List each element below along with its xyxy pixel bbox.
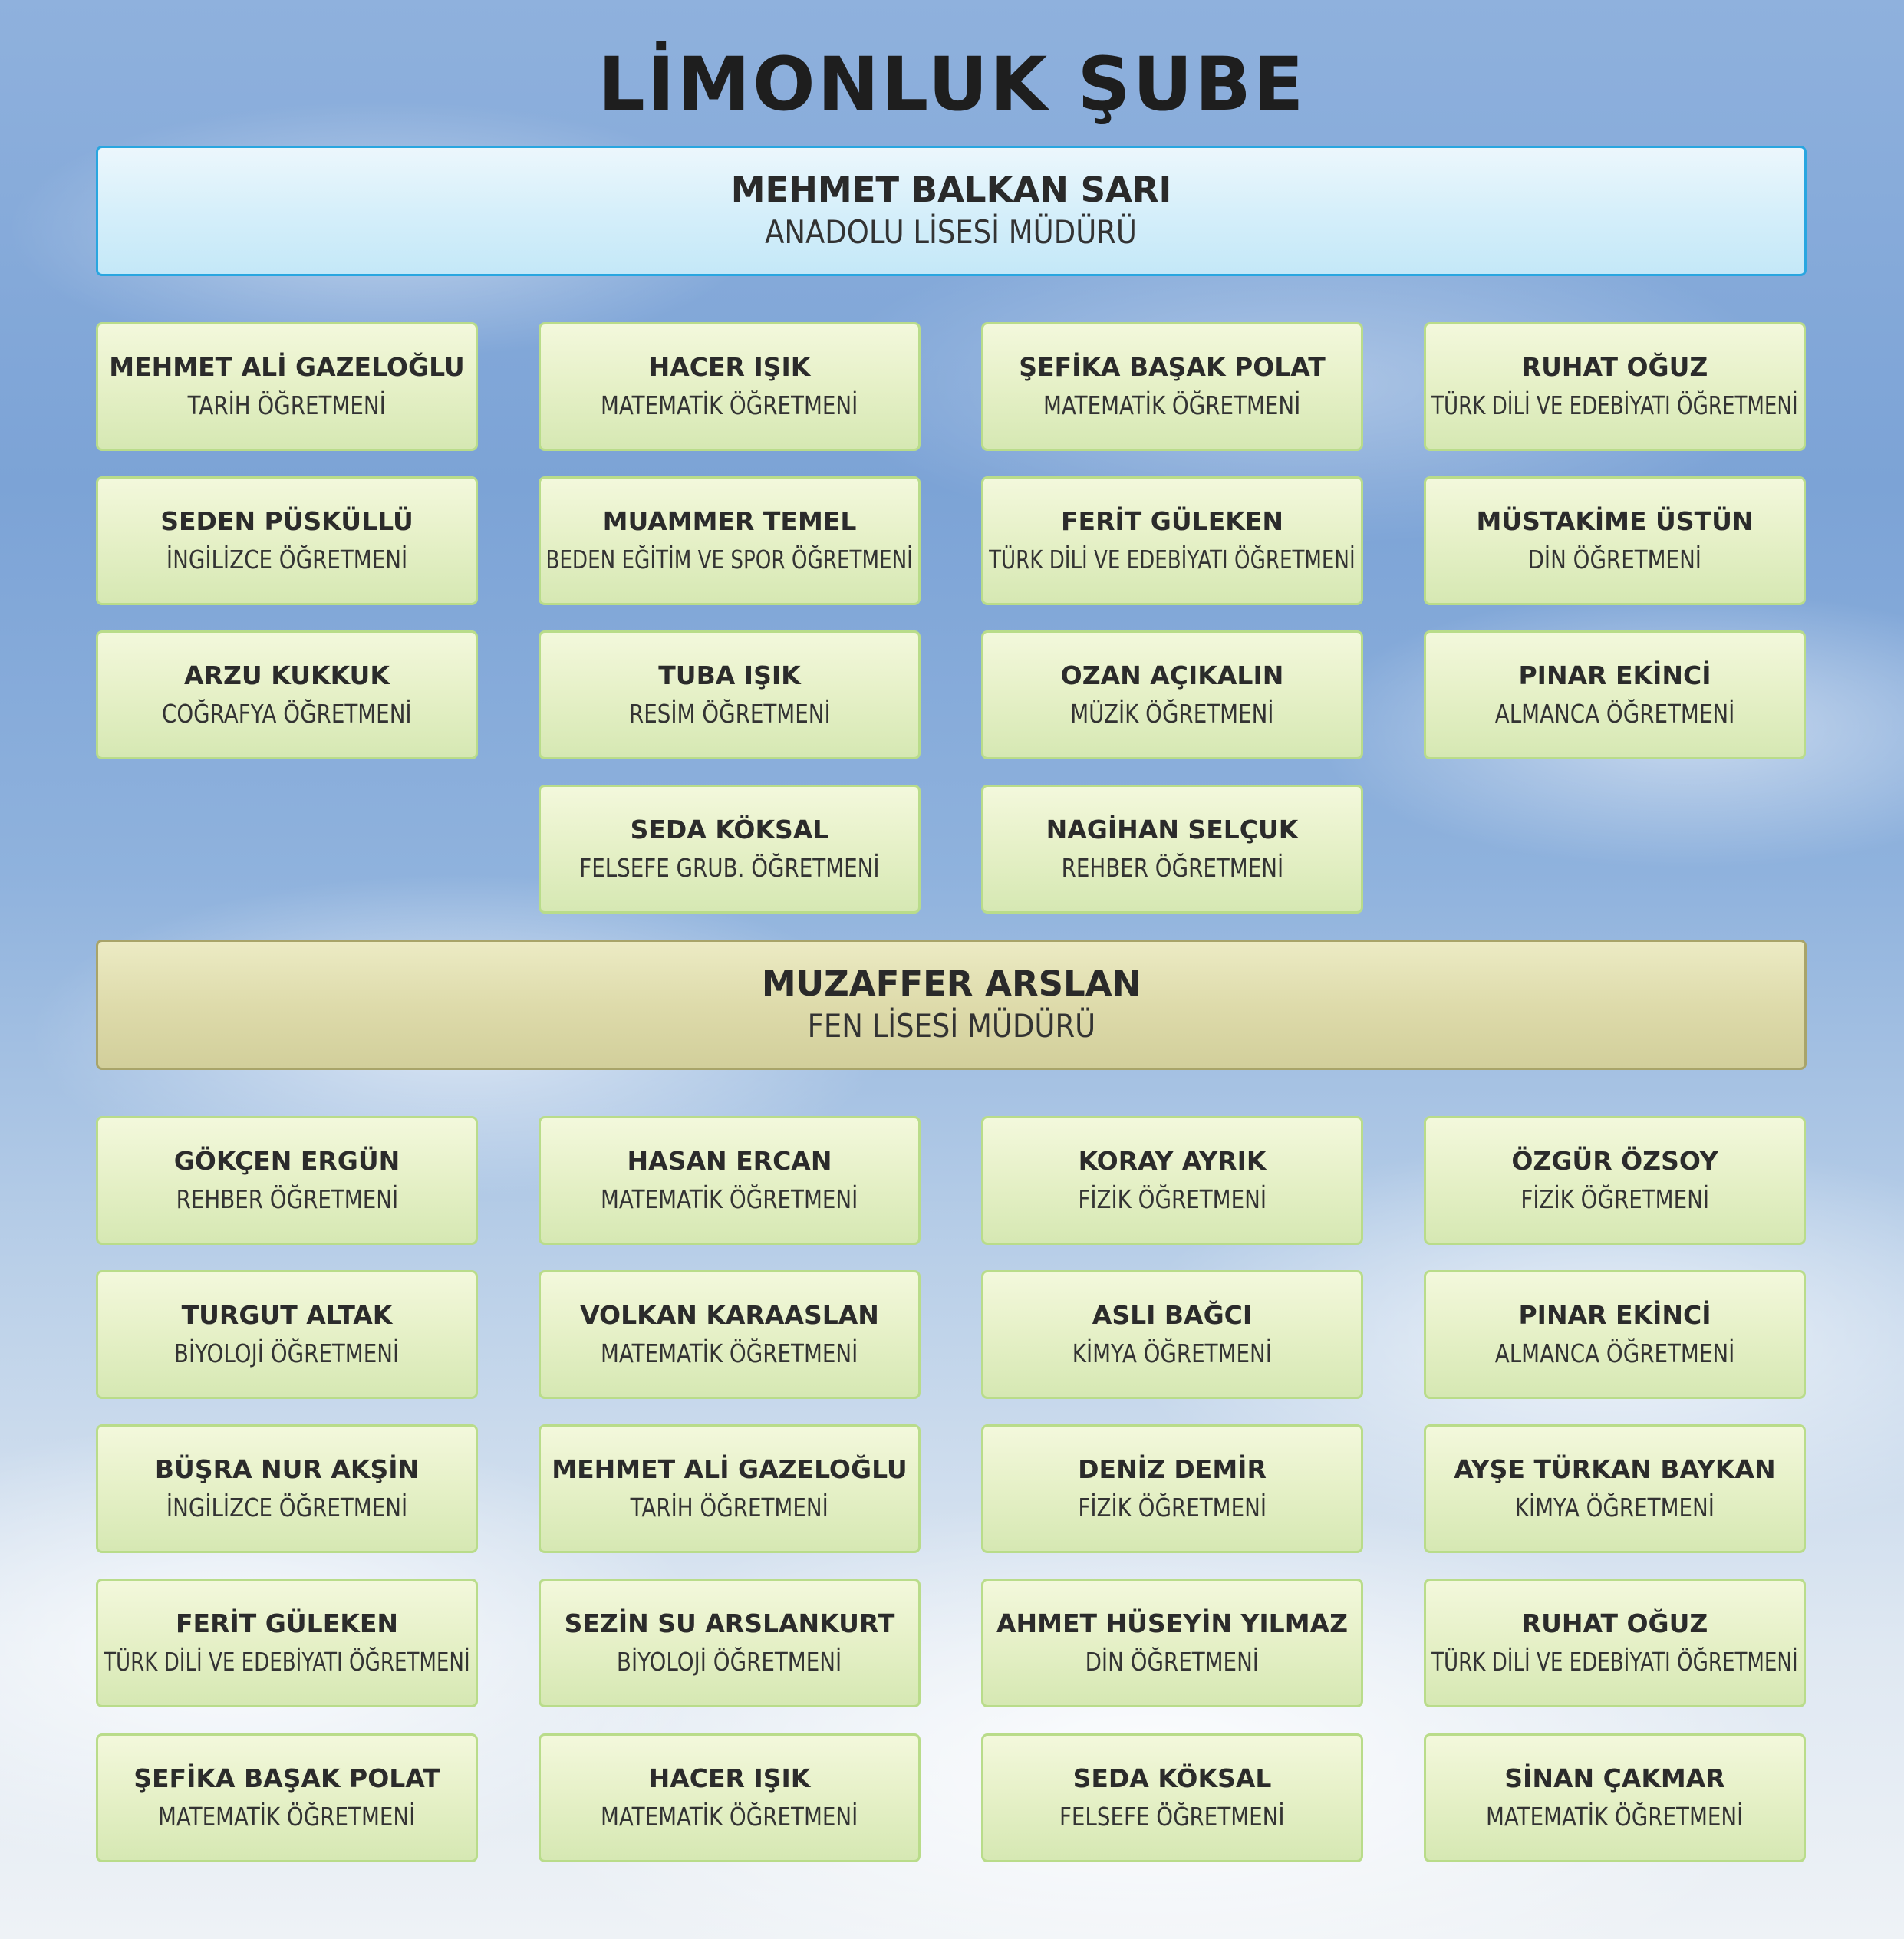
teacher-card xyxy=(981,630,1363,759)
teacher-role: DİN ÖĞRETMENİ xyxy=(1527,545,1702,574)
teacher-role: TÜRK DİLİ VE EDEBİYATI ÖĞRETMENİ xyxy=(1431,1647,1798,1677)
teacher-card xyxy=(981,1270,1363,1399)
teacher-card xyxy=(96,1733,478,1862)
anadolu-principal-name: MEHMET BALKAN SARI xyxy=(730,170,1172,210)
teacher-role: FİZİK ÖĞRETMENİ xyxy=(1520,1184,1709,1214)
teacher-name: AYŞE TÜRKAN BAYKAN xyxy=(1454,1454,1776,1484)
teacher-role: TÜRK DİLİ VE EDEBİYATI ÖĞRETMENİ xyxy=(104,1647,470,1677)
teacher-role: BİYOLOJİ ÖĞRETMENİ xyxy=(617,1647,842,1677)
teacher-card xyxy=(96,1270,478,1399)
teacher-role: FİZİK ÖĞRETMENİ xyxy=(1078,1184,1267,1214)
teacher-role: KİMYA ÖĞRETMENİ xyxy=(1514,1493,1715,1523)
anadolu-principal-box xyxy=(96,146,1807,276)
teacher-name: GÖKÇEN ERGÜN xyxy=(173,1146,400,1176)
teacher-role: MATEMATİK ÖĞRETMENİ xyxy=(601,1338,858,1368)
teacher-role: ALMANCA ÖĞRETMENİ xyxy=(1494,699,1735,729)
teacher-name: PINAR EKİNCİ xyxy=(1518,1300,1711,1330)
teacher-card xyxy=(981,1424,1363,1553)
teacher-name: BÜŞRA NUR AKŞİN xyxy=(154,1454,420,1484)
teacher-card xyxy=(539,785,921,914)
teacher-name: PINAR EKİNCİ xyxy=(1518,660,1711,690)
teacher-card xyxy=(539,322,921,451)
teacher-role: TARİH ÖĞRETMENİ xyxy=(187,390,387,420)
teacher-card xyxy=(1424,1270,1806,1399)
teacher-role: FELSEFE ÖĞRETMENİ xyxy=(1059,1802,1285,1832)
teacher-name: ŞEFİKA BAŞAK POLAT xyxy=(133,1763,440,1793)
teacher-name: SİNAN ÇAKMAR xyxy=(1504,1763,1725,1793)
teacher-card xyxy=(981,322,1363,451)
teacher-card xyxy=(539,1733,921,1862)
teacher-card xyxy=(981,1579,1363,1707)
teacher-name: HASAN ERCAN xyxy=(627,1146,832,1176)
teacher-role: REHBER ÖĞRETMENİ xyxy=(176,1184,398,1214)
teacher-name: SEZİN SU ARSLANKURT xyxy=(564,1608,895,1638)
teacher-role: KİMYA ÖĞRETMENİ xyxy=(1072,1338,1273,1368)
teacher-role: MATEMATİK ÖĞRETMENİ xyxy=(158,1802,416,1832)
teacher-name: RUHAT OĞUZ xyxy=(1521,352,1708,382)
teacher-name: MEHMET ALİ GAZELOĞLU xyxy=(109,352,465,382)
teacher-card xyxy=(96,630,478,759)
teacher-card xyxy=(1424,1579,1806,1707)
teacher-name: RUHAT OĞUZ xyxy=(1521,1608,1708,1638)
teacher-card xyxy=(539,1116,921,1245)
teacher-card xyxy=(981,1733,1363,1862)
teacher-card xyxy=(1424,1424,1806,1553)
teacher-role: MATEMATİK ÖĞRETMENİ xyxy=(601,1802,858,1832)
teacher-card xyxy=(96,1424,478,1553)
teacher-card xyxy=(1424,630,1806,759)
teacher-name: TURGUT ALTAK xyxy=(181,1300,393,1330)
teacher-card xyxy=(981,476,1363,605)
teacher-card xyxy=(96,1116,478,1245)
teacher-name: MUAMMER TEMEL xyxy=(602,506,857,536)
teacher-name: ŞEFİKA BAŞAK POLAT xyxy=(1019,352,1326,382)
teacher-role: MÜZİK ÖĞRETMENİ xyxy=(1070,699,1274,729)
teacher-role: İNGİLİZCE ÖĞRETMENİ xyxy=(166,545,408,574)
teacher-name: MEHMET ALİ GAZELOĞLU xyxy=(552,1454,908,1484)
teacher-role: BEDEN EĞİTİM VE SPOR ÖĞRETMENİ xyxy=(545,545,914,574)
teacher-name: AHMET HÜSEYİN YILMAZ xyxy=(996,1608,1349,1638)
teacher-card xyxy=(96,1579,478,1707)
teacher-name: SEDA KÖKSAL xyxy=(1072,1763,1272,1793)
teacher-role: DİN ÖĞRETMENİ xyxy=(1085,1647,1260,1677)
teacher-card xyxy=(539,1270,921,1399)
teacher-name: DENİZ DEMİR xyxy=(1078,1454,1267,1484)
teacher-name: HACER IŞIK xyxy=(648,1763,811,1793)
teacher-role: MATEMATİK ÖĞRETMENİ xyxy=(1486,1802,1744,1832)
teacher-role: TÜRK DİLİ VE EDEBİYATI ÖĞRETMENİ xyxy=(1431,390,1798,420)
teacher-card xyxy=(1424,322,1806,451)
teacher-name: FERİT GÜLEKEN xyxy=(1061,506,1283,536)
teacher-card xyxy=(1424,1116,1806,1245)
teacher-name: TUBA IŞIK xyxy=(658,660,801,690)
teacher-card xyxy=(981,785,1363,914)
teacher-role: MATEMATİK ÖĞRETMENİ xyxy=(601,1184,858,1214)
teacher-name: KORAY AYRIK xyxy=(1078,1146,1267,1176)
teacher-card xyxy=(539,1424,921,1553)
teacher-name: SEDA KÖKSAL xyxy=(630,815,829,844)
page-title: LİMONLUK ŞUBE xyxy=(598,41,1306,127)
teacher-role: İNGİLİZCE ÖĞRETMENİ xyxy=(166,1493,408,1523)
teacher-role: BİYOLOJİ ÖĞRETMENİ xyxy=(174,1338,400,1368)
teacher-role: FİZİK ÖĞRETMENİ xyxy=(1078,1493,1267,1523)
fen-principal-box xyxy=(96,940,1807,1070)
fen-principal-name: MUZAFFER ARSLAN xyxy=(761,963,1141,1004)
teacher-role: COĞRAFYA ÖĞRETMENİ xyxy=(162,699,412,729)
teacher-name: NAGİHAN SELÇUK xyxy=(1046,815,1299,844)
teacher-role: REHBER ÖĞRETMENİ xyxy=(1061,853,1283,883)
teacher-role: MATEMATİK ÖĞRETMENİ xyxy=(1043,390,1301,420)
teacher-role: RESİM ÖĞRETMENİ xyxy=(628,699,831,729)
teacher-role: FELSEFE GRUB. ÖĞRETMENİ xyxy=(579,853,880,883)
teacher-name: MÜSTAKİME ÜSTÜN xyxy=(1476,506,1754,536)
teacher-card xyxy=(539,476,921,605)
teacher-card xyxy=(96,322,478,451)
teacher-card xyxy=(1424,476,1806,605)
teacher-name: OZAN AÇIKALIN xyxy=(1060,660,1284,690)
teacher-name: VOLKAN KARAASLAN xyxy=(580,1300,879,1330)
teacher-name: ARZU KUKKUK xyxy=(184,660,390,690)
teacher-role: ALMANCA ÖĞRETMENİ xyxy=(1494,1338,1735,1368)
anadolu-principal-role: ANADOLU LİSESİ MÜDÜRÜ xyxy=(765,213,1138,251)
teacher-name: SEDEN PÜSKÜLLÜ xyxy=(160,506,413,536)
teacher-card xyxy=(1424,1733,1806,1862)
teacher-card xyxy=(981,1116,1363,1245)
teacher-name: ÖZGÜR ÖZSOY xyxy=(1511,1146,1718,1176)
teacher-card xyxy=(539,630,921,759)
teacher-name: ASLI BAĞCI xyxy=(1092,1300,1253,1330)
teacher-role: TARİH ÖĞRETMENİ xyxy=(630,1493,829,1523)
teacher-role: MATEMATİK ÖĞRETMENİ xyxy=(601,390,858,420)
teacher-role: TÜRK DİLİ VE EDEBİYATI ÖĞRETMENİ xyxy=(989,545,1356,574)
teacher-card xyxy=(539,1579,921,1707)
fen-principal-role: FEN LİSESİ MÜDÜRÜ xyxy=(807,1007,1095,1045)
teacher-name: HACER IŞIK xyxy=(648,352,811,382)
teacher-name: FERİT GÜLEKEN xyxy=(176,1608,398,1638)
teacher-card xyxy=(96,476,478,605)
